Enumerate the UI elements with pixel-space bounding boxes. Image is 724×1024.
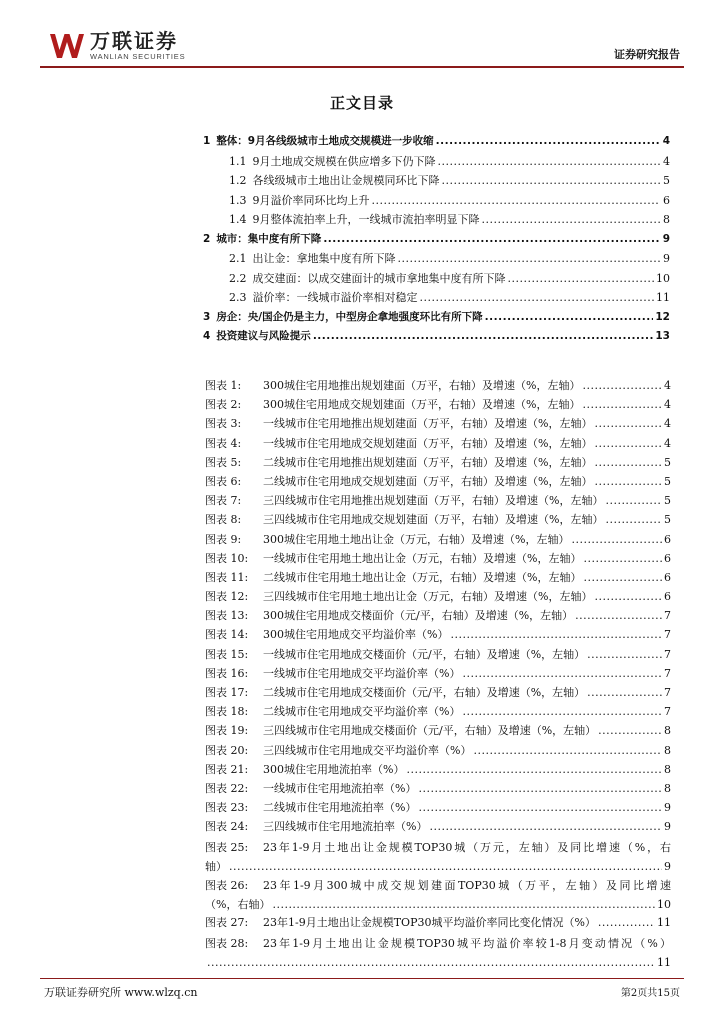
- figure-page: 11: [657, 916, 671, 930]
- figure-label: 图表 13:: [205, 609, 249, 623]
- toc-entry-page: 11: [656, 291, 670, 304]
- figure-title: 三四线城市住宅用地流拍率（%）: [263, 820, 428, 834]
- toc-entry-page: 4: [663, 154, 670, 168]
- leader-dots: [436, 135, 660, 147]
- figure-label: 图表 16:: [205, 666, 249, 680]
- figure-entry[interactable]: [205, 838, 671, 876]
- toc-entry[interactable]: [203, 270, 670, 290]
- company-logo: [48, 28, 185, 64]
- figure-title: 二线城市住宅用地成交平均溢价率（%）: [263, 705, 461, 719]
- figure-title: 一线城市住宅用地成交规划建面（万平，右轴）及增速（%，左轴）: [263, 436, 593, 450]
- toc-entry[interactable]: [203, 211, 670, 231]
- toc-entry-number: 1.4: [229, 213, 247, 226]
- toc-entry-page: 6: [663, 193, 670, 207]
- figure-label: 图表 9:: [205, 532, 242, 546]
- toc-entry[interactable]: [203, 153, 670, 173]
- figure-title: 23年1-9月土地出让金规模TOP30城（万元，左轴）及同比增速（%，右: [263, 840, 671, 854]
- figure-page: 4: [664, 417, 671, 431]
- toc-entry-title: 投资建议与风险提示: [216, 330, 311, 342]
- toc-entry-title: 9月整体流拍率上升，一线城市流拍率明显下降: [252, 213, 480, 226]
- figure-page: 4: [664, 398, 671, 412]
- toc-entry[interactable]: [203, 133, 670, 153]
- figure-title: 23年1-9月300城中成交规划建面TOP30城（万平，左轴）及同比增速: [263, 878, 671, 892]
- leader-dots: [372, 194, 661, 207]
- figure-title: 三四线城市住宅用地成交平均溢价率（%）: [263, 743, 472, 757]
- toc-entry[interactable]: [203, 250, 670, 270]
- figure-entry[interactable]: [205, 761, 671, 780]
- toc-entry-title: 城市：集中度有所下降: [216, 232, 322, 245]
- leader-dots: [582, 379, 662, 392]
- toc-entry-number: 2.2: [229, 271, 247, 285]
- figure-page: 7: [664, 628, 671, 642]
- leader-dots: [438, 155, 661, 168]
- leader-dots: [229, 857, 662, 876]
- leader-dots: [594, 456, 662, 469]
- figure-label: 图表 12:: [205, 590, 249, 604]
- figure-label: 图表 4:: [205, 436, 242, 450]
- figure-label: 图表 19:: [205, 724, 249, 738]
- figure-label: 图表 17:: [205, 686, 249, 699]
- figure-label: 图表 14:: [205, 628, 249, 642]
- figure-entry[interactable]: [205, 550, 671, 569]
- leader-dots: [429, 820, 662, 833]
- page-title: 正文目录: [329, 94, 394, 112]
- table-of-contents: [203, 133, 670, 348]
- figure-entry[interactable]: [205, 780, 671, 799]
- toc-entry-page: 9: [663, 252, 670, 265]
- figure-title: 三四线城市住宅用地推出规划建面（万平，右轴）及增速（%，左轴）: [263, 494, 604, 508]
- figure-page: 8: [664, 762, 671, 776]
- toc-entry-title: 9月溢价率同环比均上升: [252, 193, 370, 207]
- figure-title: 300城住宅用地流拍率（%）: [263, 762, 405, 776]
- figure-entry[interactable]: [205, 454, 671, 473]
- leader-dots: [462, 705, 662, 718]
- figure-page: 7: [664, 666, 671, 680]
- figure-label: 图表 5:: [205, 455, 242, 469]
- footer-page-number: 第2页共15页: [620, 988, 680, 999]
- toc-entry-title: 成交建面：以成交建面计的城市拿地集中度有所下降: [252, 271, 506, 285]
- toc-entry-title: 房企：央/国企仍是主力，中型房企拿地强度环比有所下降: [216, 310, 483, 323]
- leader-dots: [323, 233, 660, 245]
- figure-title: 三四线城市住宅用地土地出让金（万元，右轴）及增速（%，左轴）: [263, 590, 593, 604]
- leader-dots: [406, 763, 662, 776]
- figure-entry[interactable]: [205, 703, 671, 722]
- figure-page: 5: [664, 513, 671, 527]
- logo-chinese-name: 万联证券: [90, 29, 178, 53]
- figure-label: 图表 20:: [205, 743, 249, 757]
- toc-entry-page: 13: [655, 330, 670, 342]
- figure-page: 7: [664, 647, 671, 661]
- figure-title: 一线城市住宅用地成交平均溢价率（%）: [263, 666, 461, 680]
- figure-page: 7: [664, 705, 671, 719]
- figure-page: 6: [664, 570, 671, 584]
- leader-dots: [418, 782, 662, 795]
- logo-english-name: WANLIAN SECURITIES: [90, 52, 186, 61]
- leader-dots: [587, 686, 662, 699]
- leader-dots: [598, 724, 662, 737]
- figure-title: 300城住宅用地土地出让金（万元，右轴）及增速（%，左轴）: [263, 532, 570, 546]
- figure-page: 6: [664, 551, 671, 565]
- footer-divider: [40, 978, 684, 979]
- leader-dots: [594, 437, 662, 450]
- figure-page: 5: [664, 455, 671, 469]
- figure-label: 图表 18:: [205, 705, 249, 719]
- figure-label: 图表 23:: [205, 801, 249, 815]
- figure-title-continued: （%，右轴）: [205, 898, 271, 912]
- toc-entry-title: 各线级城市土地出让金规模同环比下降: [252, 174, 440, 187]
- toc-entry-number: 2.1: [229, 252, 247, 265]
- figure-label: 图表 7:: [205, 494, 242, 508]
- figure-page: 8: [664, 781, 671, 795]
- toc-entry-number: 2: [203, 232, 211, 245]
- figure-title: 二线城市住宅用地成交规划建面（万平，右轴）及增速（%，左轴）: [263, 474, 593, 488]
- figure-entry[interactable]: [205, 569, 671, 588]
- toc-entry-page: 4: [662, 135, 670, 147]
- figure-label: 图表 10:: [205, 551, 249, 565]
- leader-dots: [272, 895, 655, 914]
- figure-title: 三四线城市住宅用地成交楼面价（元/平，右轴）及增速（%，左轴）: [263, 724, 597, 738]
- toc-entry[interactable]: [203, 328, 670, 348]
- toc-entry-title: 9月土地成交规模在供应增多下仍下降: [252, 154, 436, 168]
- toc-entry-title: 整体：9月各线级城市土地成交规模进一步收缩: [216, 135, 434, 147]
- figure-entry[interactable]: [205, 799, 671, 818]
- figure-label: 图表 11:: [205, 570, 249, 584]
- toc-entry-page: 5: [663, 174, 670, 187]
- figure-label: 图表 15:: [205, 647, 249, 661]
- toc-entry[interactable]: [203, 231, 670, 251]
- toc-entry-number: 2.3: [229, 291, 247, 304]
- toc-entry-title: 出让金：拿地集中度有所下降: [252, 252, 396, 265]
- figure-title: 23年1-9月土地出让金规模TOP30城平均溢价率同比变化情况（%）: [263, 916, 596, 930]
- leader-dots: [583, 571, 662, 584]
- figure-entry[interactable]: [205, 396, 671, 415]
- figure-page: 7: [664, 609, 671, 623]
- leader-dots: [598, 916, 655, 929]
- figure-page: 6: [664, 532, 671, 546]
- wanlian-logo-icon: [48, 30, 86, 62]
- figure-page: 4: [664, 436, 671, 450]
- toc-entry-page: 10: [656, 271, 670, 285]
- leader-dots: [207, 953, 655, 972]
- figure-label: 图表 21:: [205, 762, 249, 776]
- figure-title: 300城住宅用地推出规划建面（万平，右轴）及增速（%，左轴）: [263, 379, 581, 392]
- figure-list: [205, 377, 671, 972]
- figure-title: 二线城市住宅用地土地出让金（万元，右轴）及增速（%，左轴）: [263, 570, 582, 584]
- figure-label: 图表 27:: [205, 916, 249, 930]
- leader-dots: [418, 801, 662, 814]
- leader-dots: [482, 213, 661, 226]
- figure-label: 图表 6:: [205, 474, 242, 488]
- figure-page: 10: [657, 898, 671, 912]
- figure-page: 9: [664, 820, 671, 834]
- figure-label: 图表 24:: [205, 820, 249, 834]
- figure-title: 一线城市住宅用地土地出让金（万元，右轴）及增速（%，左轴）: [263, 551, 582, 565]
- toc-entry-number: 1.2: [229, 174, 247, 187]
- figure-title: 二线城市住宅用地推出规划建面（万平，右轴）及增速（%，左轴）: [263, 455, 593, 469]
- header-divider: [40, 66, 684, 68]
- leader-dots: [594, 590, 662, 603]
- leader-dots: [575, 609, 662, 622]
- figure-label: 图表 8:: [205, 513, 242, 527]
- leader-dots: [571, 533, 662, 546]
- leader-dots: [605, 494, 662, 507]
- figure-entry[interactable]: [205, 665, 671, 684]
- figure-entry[interactable]: [205, 415, 671, 434]
- figure-title: 300城住宅用地成交楼面价（元/平，右轴）及增速（%，左轴）: [263, 609, 574, 623]
- toc-entry[interactable]: [203, 192, 670, 212]
- leader-dots: [605, 513, 662, 526]
- leader-dots: [473, 744, 662, 757]
- figure-entry[interactable]: [205, 626, 671, 645]
- leader-dots: [450, 628, 662, 641]
- toc-entry-number: 1.1: [229, 154, 247, 168]
- figure-entry[interactable]: [205, 722, 671, 741]
- figure-entry[interactable]: [205, 607, 671, 626]
- leader-dots: [583, 552, 662, 565]
- toc-entry[interactable]: [203, 309, 670, 329]
- toc-entry-page: 9: [662, 232, 670, 245]
- figure-page: 7: [664, 686, 671, 699]
- figure-label: 图表 3:: [205, 417, 242, 431]
- figure-title: 二线城市住宅用地成交楼面价（元/平，右轴）及增速（%，左轴）: [263, 686, 586, 699]
- figure-label: 图表 25:: [205, 840, 249, 854]
- figure-page: 5: [664, 474, 671, 488]
- figure-entry[interactable]: [205, 531, 671, 550]
- toc-entry-number: 3: [203, 310, 211, 323]
- figure-entry[interactable]: [205, 492, 671, 511]
- figure-label: 图表 1:: [205, 379, 242, 392]
- toc-entry-page: 8: [663, 213, 670, 226]
- figure-entry[interactable]: [205, 511, 671, 530]
- figure-label: 图表 28:: [205, 936, 249, 950]
- figure-entry[interactable]: [205, 646, 671, 665]
- figure-label: 图表 2:: [205, 398, 242, 412]
- figure-title: 一线城市住宅用地流拍率（%）: [263, 781, 417, 795]
- leader-dots: [485, 311, 654, 323]
- figure-page: 9: [664, 801, 671, 815]
- figure-entry[interactable]: [205, 876, 671, 914]
- figure-entry[interactable]: [205, 934, 671, 972]
- figure-entry[interactable]: [205, 473, 671, 492]
- figure-page: 4: [664, 379, 671, 392]
- leader-dots: [462, 667, 662, 680]
- figure-label: 图表 26:: [205, 878, 249, 892]
- page-header: [40, 28, 684, 68]
- figure-entry[interactable]: [205, 435, 671, 454]
- figure-page: 9: [664, 859, 671, 873]
- leader-dots: [594, 417, 662, 430]
- figure-title-continued: 轴）: [205, 859, 227, 873]
- figure-entry[interactable]: [205, 818, 671, 837]
- leader-dots: [420, 291, 655, 304]
- leader-dots: [508, 272, 655, 285]
- toc-entry-number: 1: [203, 135, 211, 147]
- figure-title: 一线城市住宅用地成交楼面价（元/平，右轴）及增速（%，左轴）: [263, 647, 586, 661]
- figure-title: 300城住宅用地成交平均溢价率（%）: [263, 628, 449, 642]
- figure-title: 二线城市住宅用地流拍率（%）: [263, 801, 417, 815]
- figure-entry[interactable]: [205, 377, 671, 396]
- figure-title: 一线城市住宅用地推出规划建面（万平，右轴）及增速（%，左轴）: [263, 417, 593, 431]
- figure-title: 三四线城市住宅用地成交规划建面（万平，右轴）及增速（%，左轴）: [263, 513, 604, 527]
- toc-entry-number: 4: [203, 330, 211, 342]
- leader-dots: [313, 330, 654, 342]
- leader-dots: [442, 174, 661, 187]
- figure-page: 6: [664, 590, 671, 604]
- figure-entry[interactable]: [205, 742, 671, 761]
- figure-page: 8: [664, 724, 671, 738]
- toc-entry-title: 溢价率：一线城市溢价率相对稳定: [252, 291, 418, 304]
- figure-entry[interactable]: [205, 588, 671, 607]
- figure-page: 11: [657, 955, 671, 969]
- figure-page: 8: [664, 743, 671, 757]
- toc-entry[interactable]: [203, 172, 670, 192]
- figure-title: 300城住宅用地成交规划建面（万平，右轴）及增速（%，左轴）: [263, 398, 581, 412]
- footer-institute: 万联证券研究所 www.wlzq.cn: [44, 986, 198, 999]
- report-type-label: 证券研究报告: [614, 48, 680, 61]
- toc-entry[interactable]: [203, 289, 670, 309]
- figure-entry[interactable]: [205, 914, 671, 933]
- figure-page: 5: [664, 494, 671, 508]
- figure-label: 图表 22:: [205, 781, 249, 795]
- toc-entry-page: 12: [655, 310, 670, 323]
- leader-dots: [587, 648, 662, 661]
- figure-entry[interactable]: [205, 684, 671, 703]
- leader-dots: [594, 475, 662, 488]
- leader-dots: [398, 252, 661, 265]
- figure-title: 23年1-9月土地出让金规模TOP30城平均溢价率较1-8月变动情况（%）: [263, 936, 671, 950]
- leader-dots: [582, 398, 662, 411]
- toc-entry-number: 1.3: [229, 193, 247, 207]
